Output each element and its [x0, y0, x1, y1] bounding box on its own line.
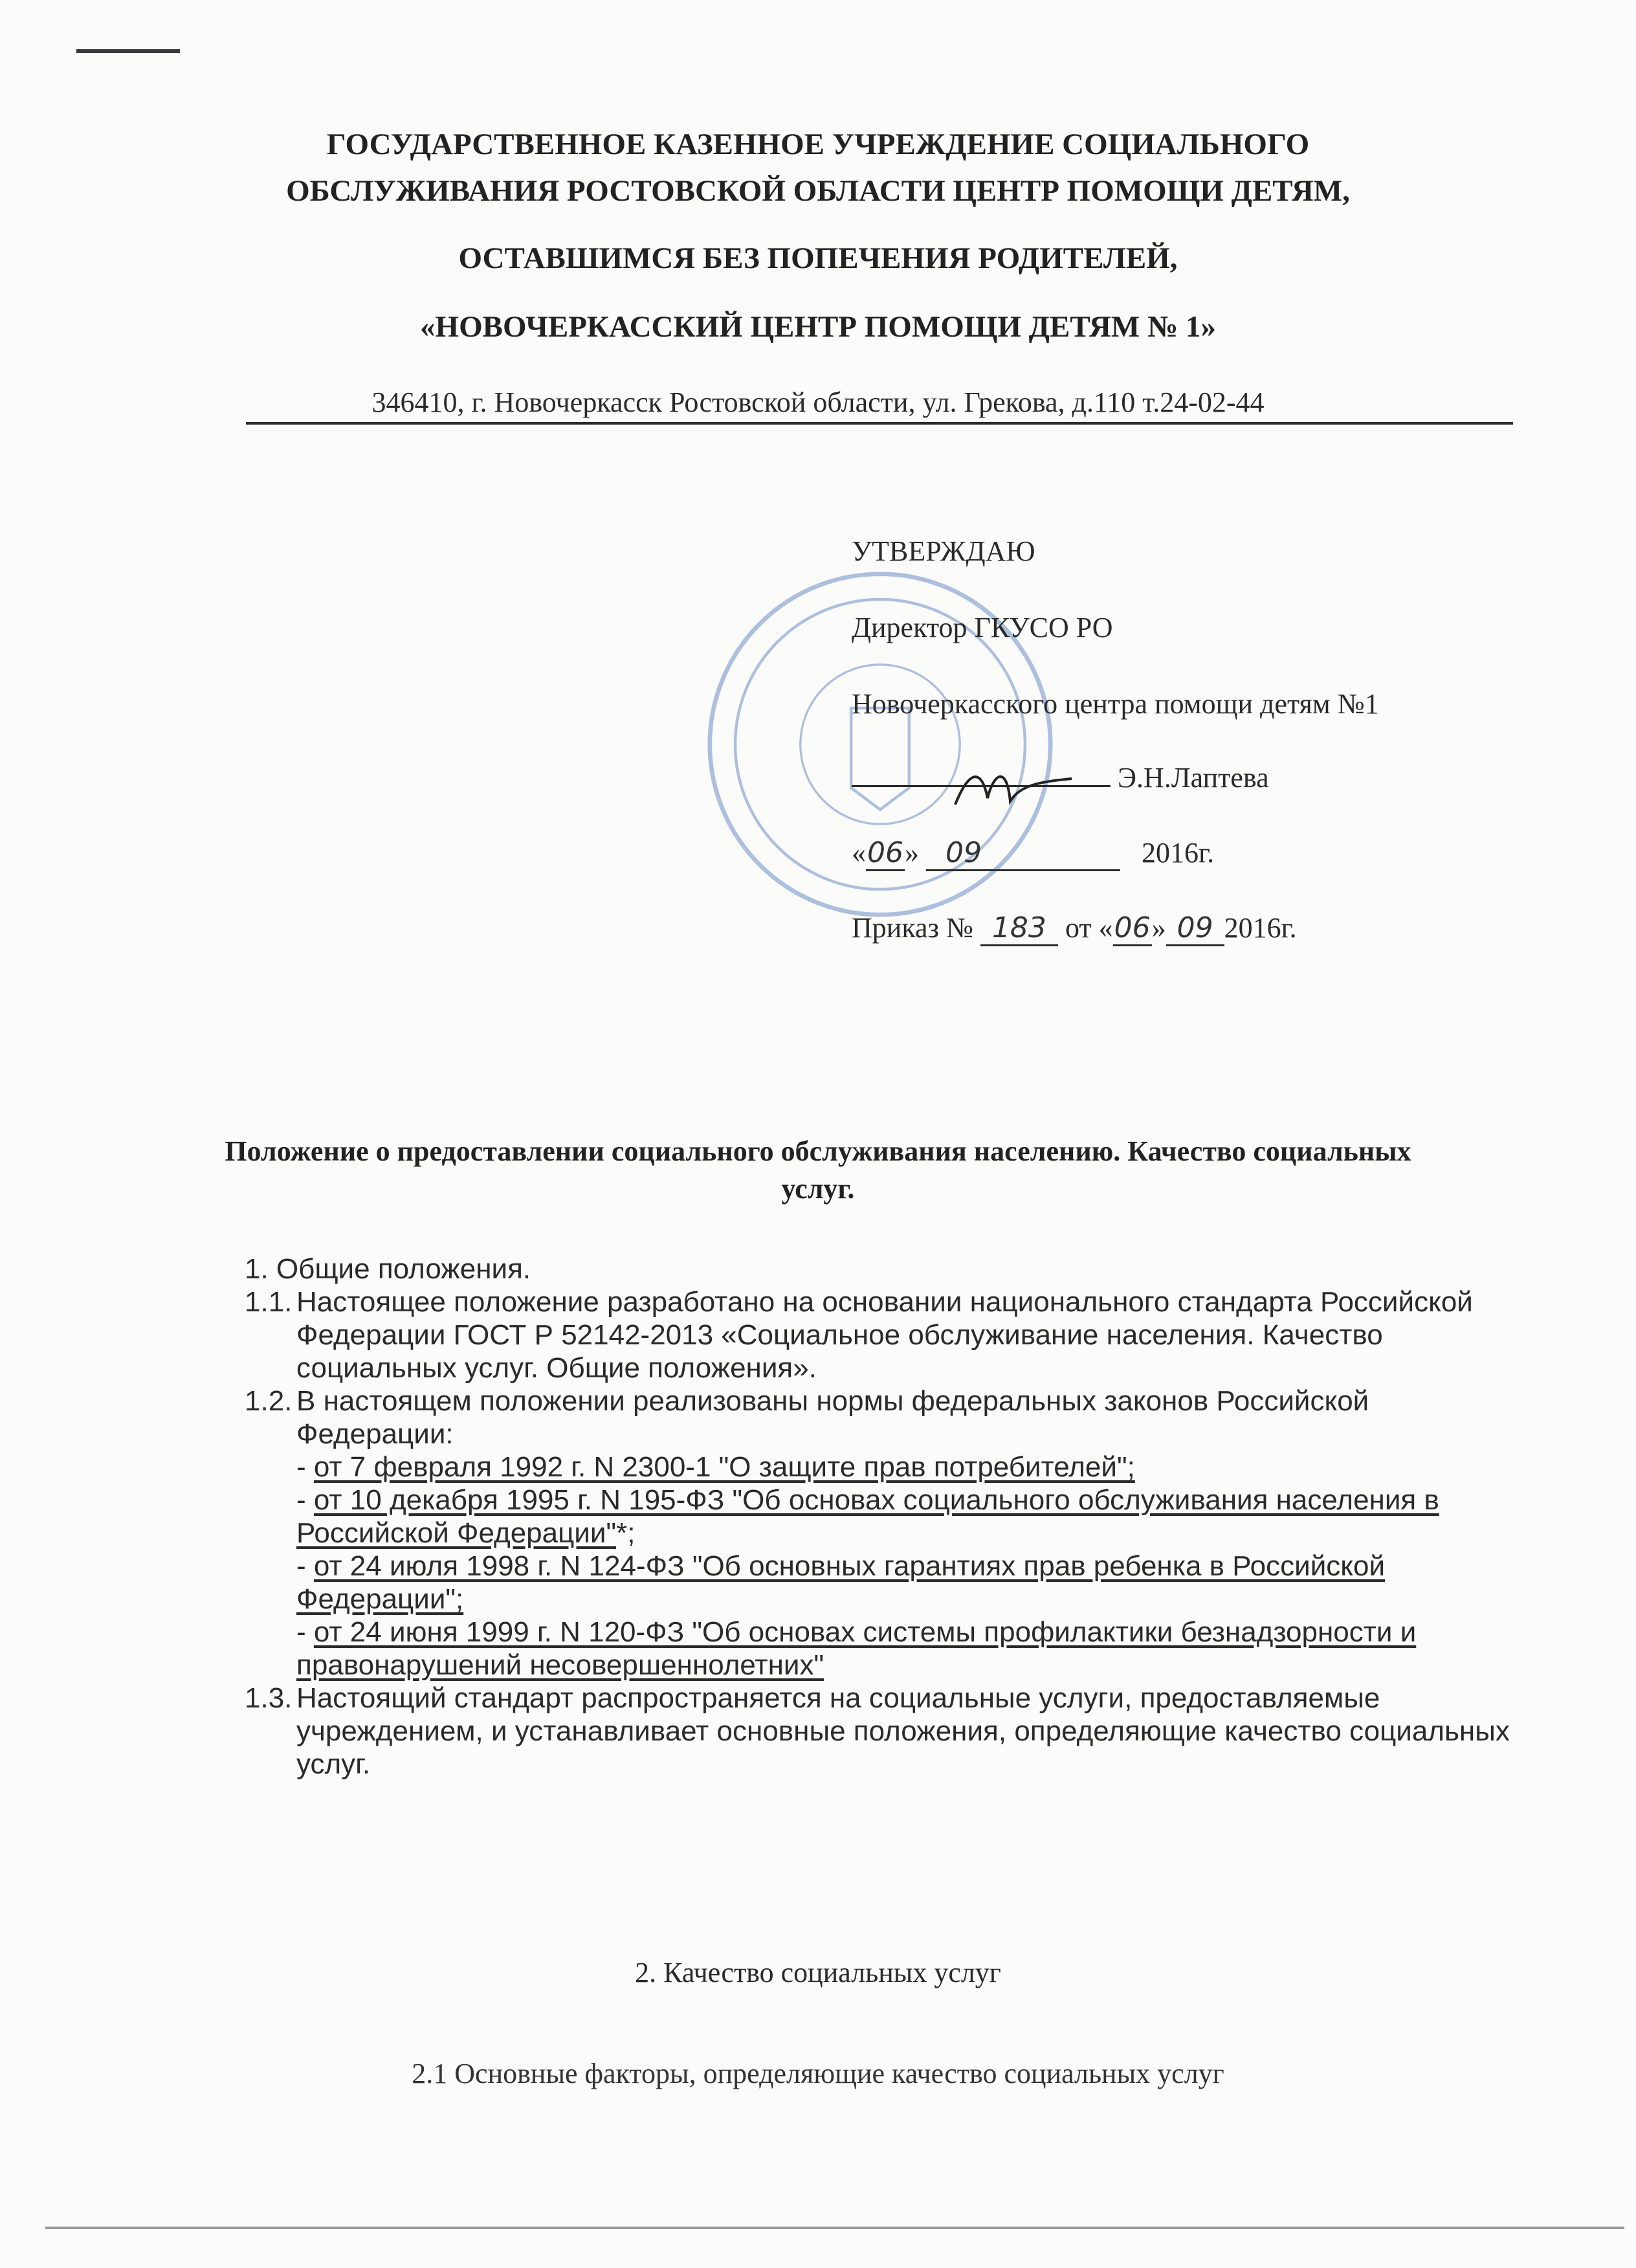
header-divider — [246, 422, 1513, 425]
law-reference: - от 24 июня 1999 г. N 120-ФЗ "Об основах системы профилактики безнадзорности и правонарушений несовершеннолетних" — [296, 1616, 1417, 1681]
law-link[interactable]: от 24 июня 1999 г. N 120-ФЗ "Об основах системы профилактики безнадзорности и правонарушений несовершеннолетних" — [296, 1616, 1417, 1681]
signature-line — [852, 785, 1111, 787]
approval-date — [852, 836, 1214, 871]
org-name-line-3: ОСТАВШИМСЯ БЕЗ ПОПЕЧЕНИЯ РОДИТЕЛЕЙ, — [458, 241, 1178, 275]
item-text: Настоящее положение разработано на основании национального стандарта Российской Федерации ГОСТ Р 52142-2013 «Социальное обслуживание населения. Качество социальных услуг. Общие положения». — [296, 1286, 1473, 1384]
law-link[interactable]: от 10 декабря 1995 г. N 195-ФЗ "Об основах социального обслуживания населения в Российской Федерации" — [296, 1484, 1439, 1549]
org-name-line-2: ОБСЛУЖИВАНИЯ РОСТОВСКОЙ ОБЛАСТИ ЦЕНТР ПОМОЩИ ДЕТЯМ, — [286, 174, 1350, 208]
section-1-heading: 1. Общие положения. — [245, 1253, 531, 1285]
law-reference: - от 24 июля 1998 г. N 124-ФЗ "Об основных гарантиях прав ребенка в Российской Федерации"; — [296, 1550, 1386, 1615]
order-number: 183 — [980, 911, 1058, 946]
section-2-heading: 2. Качество социальных услуг — [635, 1957, 1001, 1988]
org-name-line-4: «НОВОЧЕРКАССКИЙ ЦЕНТР ПОМОЩИ ДЕТЯМ № 1» — [420, 310, 1216, 344]
document-body — [245, 1252, 1526, 1781]
signature-mark — [949, 759, 1078, 817]
item-number: 1.1. — [245, 1286, 293, 1318]
law-link[interactable]: от 24 июля 1998 г. N 124-ФЗ "Об основных гарантиях прав ребенка в Российской Федерации"; — [296, 1550, 1386, 1615]
item-number: 1.3. — [245, 1682, 293, 1714]
law-reference: - от 7 февраля 1992 г. N 2300-1 "О защите прав потребителей"; — [296, 1451, 1135, 1483]
list-item-1-3 — [245, 1682, 1526, 1781]
law-reference: - от 10 декабря 1995 г. N 195-ФЗ "Об основах социального обслуживания населения в Российской Федерации"*; — [296, 1484, 1439, 1549]
date-year: 2016г. — [1142, 837, 1215, 869]
order-day: 06 — [1113, 911, 1152, 946]
order-close-quote: » — [1151, 912, 1166, 944]
approval-title: УТВЕРЖДАЮ — [852, 535, 1035, 567]
item-number: 1.2. — [245, 1385, 293, 1417]
list-item-1-2 — [245, 1384, 1526, 1682]
item-text: Настоящий стандарт распространяется на социальные услуги, предоставляемые учреждением, и устанавливает основные положения, определяющие качество социальных услуг. — [296, 1682, 1510, 1780]
corner-mark — [76, 49, 180, 53]
date-month: 09 — [926, 836, 1120, 871]
order-row — [852, 911, 1297, 946]
list-item-1-1 — [245, 1285, 1526, 1384]
order-label: Приказ № — [852, 912, 973, 944]
order-from: от « — [1065, 912, 1113, 944]
org-name-line-1: ГОСУДАРСТВЕННОЕ КАЗЕННОЕ УЧРЕЖДЕНИЕ СОЦИАЛЬНОГО — [326, 128, 1310, 161]
approval-position-1: Директор ГКУСО РО — [852, 612, 1113, 643]
page-bottom-edge — [45, 2227, 1624, 2229]
approval-position-2: Новочеркасского центра помощи детям №1 — [852, 688, 1379, 720]
signature-row — [852, 761, 1269, 794]
order-year: 2016г. — [1224, 912, 1297, 944]
law-link[interactable]: от 7 февраля 1992 г. N 2300-1 "О защите прав потребителей"; — [313, 1451, 1135, 1483]
order-month: 09 — [1166, 911, 1224, 946]
org-address: 346410, г. Новочеркасск Ростовской области, ул. Грекова, д.110 т.24-02-44 — [371, 386, 1265, 418]
signature-name: Э.Н.Лаптева — [1118, 762, 1269, 794]
date-day: 06 — [866, 836, 905, 871]
date-open-quote: « — [852, 837, 866, 869]
date-separator: » — [905, 837, 919, 869]
document-title: Положение о предоставлении социального обслуживания населению. Качество социальных услуг. — [225, 1135, 1411, 1205]
subsection-2-1-heading: 2.1 Основные факторы, определяющие качество социальных услуг — [412, 2058, 1224, 2089]
item-text: В настоящем положении реализованы нормы федеральных законов Российской Федерации: — [296, 1385, 1369, 1450]
